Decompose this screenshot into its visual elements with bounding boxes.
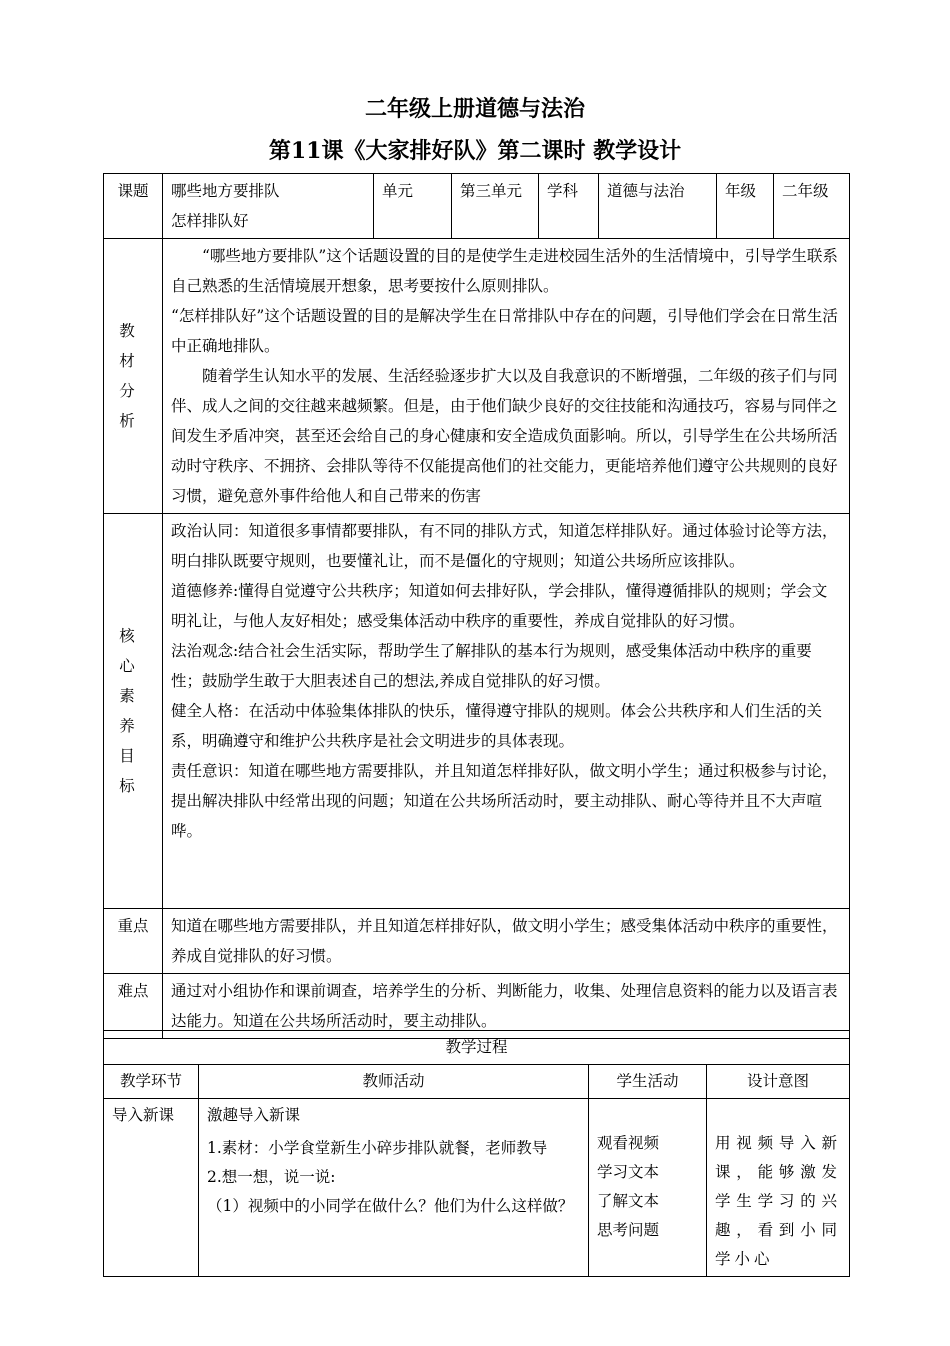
student-activity-line: 思考问题 — [597, 1221, 660, 1239]
goal-item: 责任意识：知道在哪些地方需要排队，并且知道怎样排好队，做文明小学生；通过积极参与讨论，提出解决排队中经常出现的问题；知道在公共场所活动时，要主动排队、耐心等待并且不大声喧哗。 — [171, 762, 838, 840]
subject-value: 道德与法治 — [599, 174, 717, 239]
goals-label-line-1: 核 心 — [119, 627, 147, 675]
lesson-design-table — [103, 173, 850, 1039]
keti-topic-2: 怎样排队好 — [171, 212, 249, 230]
student-activity-cell — [589, 1099, 707, 1277]
subject-label: 学科 — [539, 174, 599, 239]
col-header-student: 学生活动 — [589, 1065, 707, 1099]
grade-label: 年级 — [717, 174, 774, 239]
teacher-activity-cell — [199, 1099, 589, 1277]
unit-label: 单元 — [374, 174, 452, 239]
key-point-text: 知道在哪些地方需要排队，并且知道怎样排好队，做文明小学生；感受集体活动中秩序的重要性，养成自觉排队的好习惯。 — [163, 909, 850, 974]
header-row — [104, 174, 850, 239]
goals-label-line-3: 目 标 — [119, 747, 147, 795]
keti-label: 课题 — [104, 174, 163, 239]
unit-value: 第三单元 — [452, 174, 539, 239]
student-activity-line: 观看视频 — [597, 1134, 660, 1152]
key-point-label: 重点 — [104, 909, 163, 974]
goal-item: 道德修养:懂得自觉遵守公共秩序；知道如何去排好队，学会排队，懂得遵循排队的规则；学会文明礼让，与他人友好相处；感受集体活动中秩序的重要性，养成自觉排队的好习惯。 — [171, 582, 828, 630]
goal-item: 健全人格：在活动中体验集体排队的快乐，懂得遵守排队的规则。体会公共秩序和人们生活的关系，明确遵守和维护公共秩序是社会文明进步的具体表现。 — [171, 702, 823, 750]
teacher-activity-line: 2.想一想，说一说: — [207, 1168, 336, 1186]
process-header-row — [104, 1065, 850, 1099]
analysis-content — [163, 239, 850, 514]
teacher-activity-line: 激趣导入新课 — [207, 1106, 301, 1124]
student-activity-line: 了解文本 — [597, 1192, 660, 1210]
difficulty-row — [104, 974, 850, 1039]
col-header-intent: 设计意图 — [707, 1065, 850, 1099]
key-point-row — [104, 909, 850, 974]
difficulty-text: 通过对小组协作和课前调查，培养学生的分析、判断能力，收集、处理信息资料的能力以及语言表达能力。知道在公共场所活动时，要主动排队。 — [163, 974, 850, 1039]
analysis-paragraph: 随着学生认知水平的发展、生活经验逐步扩大以及自我意识的不断增强，二年级的孩子们与同伴、成人之间的交往越来越频繁。但是，由于他们缺少良好的交往技能和沟通技巧，容易与同伴之间发生矛盾冲突，甚至还会给自己的身心健康和安全造成负面影响。所以，引导学生在公共场所活动时守秩序、不拥挤、会排队等待不仅能提高他们的社交能力，更能培养他们遵守公共规则的良好习惯，避免意外事件给他人和自己带来的伤害 — [171, 367, 838, 505]
goal-item: 法治观念:结合社会生活实际，帮助学生了解排队的基本行为规则，感受集体活动中秩序的重要性；鼓励学生敢于大胆表述自己的想法,养成自觉排队的好习惯。 — [171, 642, 812, 690]
analysis-label — [104, 239, 163, 514]
goals-row — [104, 514, 850, 909]
lesson-title: 第11课《大家排好队》第二课时 教学设计 — [268, 138, 682, 164]
stage-cell: 导入新课 — [104, 1099, 199, 1277]
process-title: 教学过程 — [104, 1031, 850, 1065]
col-header-stage: 教学环节 — [104, 1065, 199, 1099]
analysis-paragraph: “哪些地方要排队”这个话题设置的目的是使学生走进校园生活外的生活情境中，引导学生联系自己熟悉的生活情境展开想象，思考要按什么原则排队。 — [171, 247, 838, 295]
teacher-activity-line: 1.素材：小学食堂新生小碎步排队就餐，老师教导 — [207, 1139, 548, 1157]
design-intent-cell: 用视频导入新课，能够激发学生学习的兴趣，看到小同学小心 — [707, 1099, 850, 1277]
analysis-label-line-1: 教 材 — [119, 322, 147, 370]
teacher-activity-line: （1）视频中的小同学在做什么？他们为什么这样做？ — [207, 1197, 574, 1215]
goals-content — [163, 514, 850, 909]
process-row — [104, 1099, 850, 1277]
keti-value — [163, 174, 374, 239]
analysis-label-line-2: 分 析 — [119, 382, 147, 430]
goal-item: 政治认同：知道很多事情都要排队，有不同的排队方式，知道怎样排队好。通过体验讨论等方法，明白排队既要守规则，也要懂礼让，而不是僵化的守规则；知道公共场所应该排队。 — [171, 522, 838, 570]
analysis-paragraph: “怎样排队好”这个话题设置的目的是解决学生在日常排队中存在的问题，引导他们学会在日常生活中正确地排队。 — [171, 307, 838, 355]
keti-topic-1: 哪些地方要排队 — [171, 182, 280, 200]
analysis-row — [104, 239, 850, 514]
col-header-teacher: 教师活动 — [199, 1065, 589, 1099]
teaching-process-table — [103, 1030, 850, 1277]
grade-value: 二年级 — [774, 174, 850, 239]
goals-label-line-2: 素 养 — [119, 687, 147, 735]
difficulty-label: 难点 — [104, 974, 163, 1039]
student-activity-line: 学习文本 — [597, 1163, 660, 1181]
document-title: 二年级上册道德与法治 — [364, 96, 585, 122]
goals-label — [104, 514, 163, 909]
